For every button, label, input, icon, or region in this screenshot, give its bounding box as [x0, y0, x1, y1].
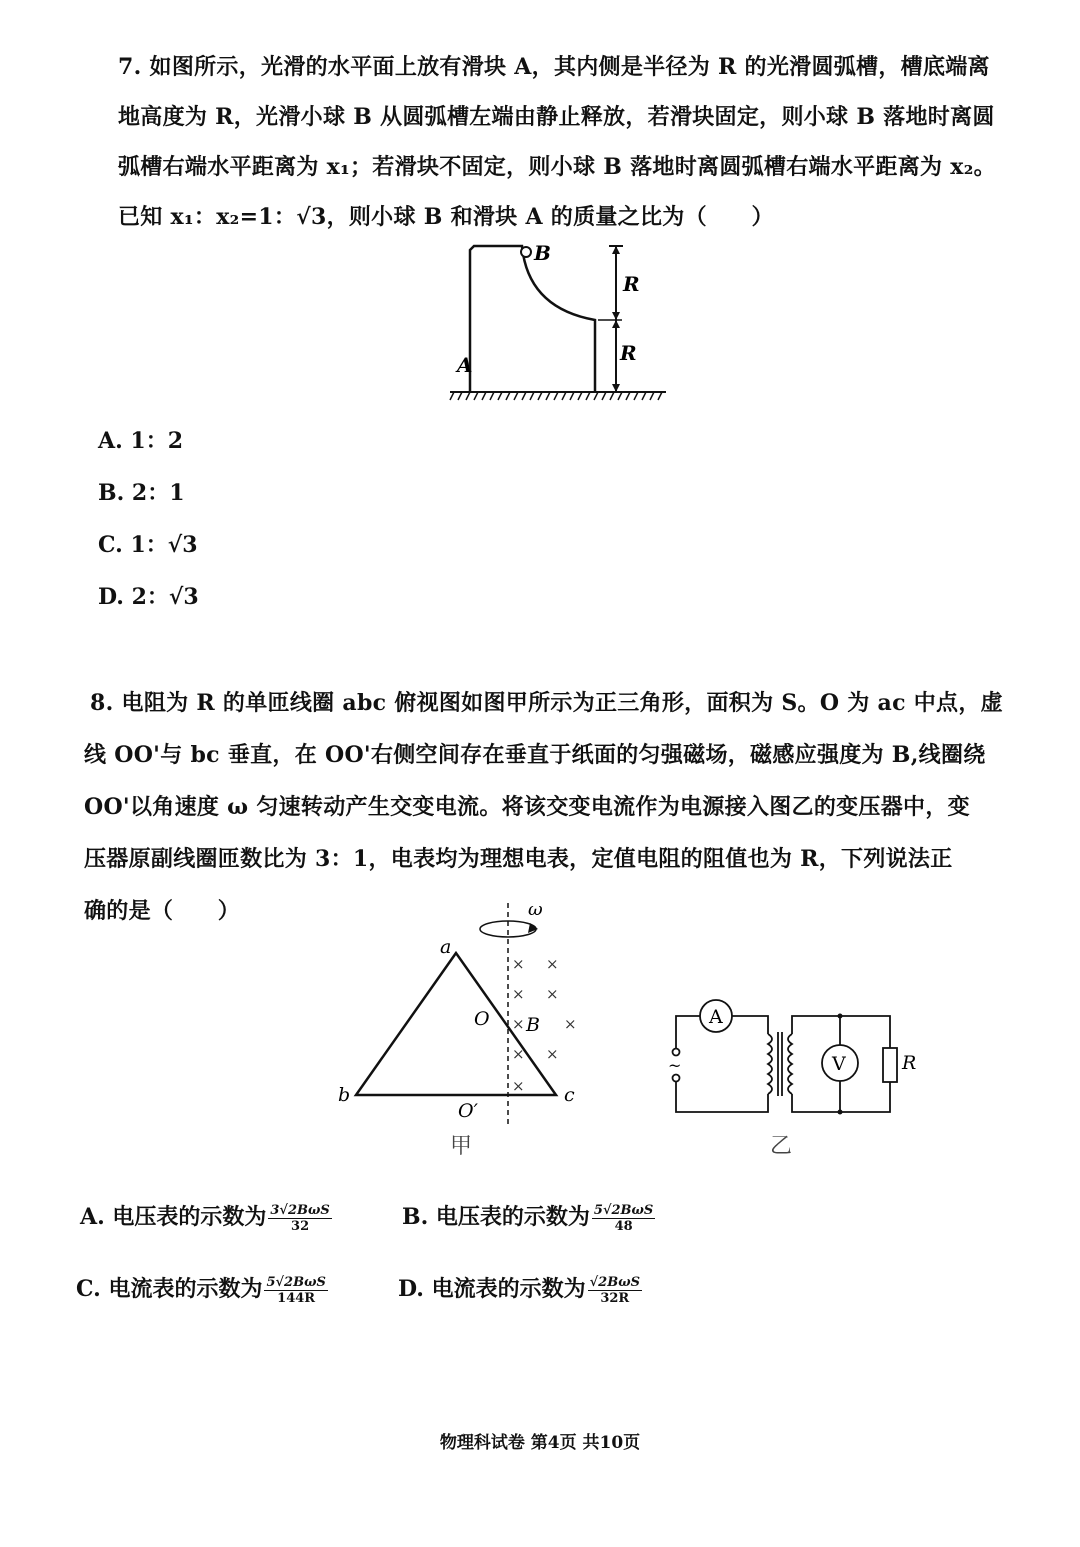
q7-option-d: D. 2：√3 [98, 584, 199, 610]
label-voltmeter: V [832, 1053, 846, 1075]
label-a: A [457, 353, 473, 377]
field-mark: × [512, 1045, 525, 1063]
q8-option-b [402, 1200, 655, 1234]
label-b: B [534, 241, 551, 265]
q7-line-4: 已知 x₁：x₂=1：√3，则小球 B 和滑块 A 的质量之比为（ ） [118, 204, 774, 230]
slider-a-body [470, 246, 595, 392]
option-d-fraction: $\frac{\text{√2BωS}}{32R}$ [589, 1274, 640, 1306]
label-omega: ω [528, 899, 543, 920]
option-c-text: C. 电流表的示数为 [76, 1276, 263, 1302]
label-r-top: R [623, 272, 640, 296]
q7-figure [440, 238, 680, 408]
q7-option-b: B. 2：1 [98, 480, 185, 506]
label-vertex-b: b [338, 1084, 351, 1106]
label-ammeter: A [709, 1006, 723, 1028]
field-mark: × [546, 985, 559, 1003]
q7-line-1: 7. 如图所示，光滑的水平面上放有滑块 A，其内侧是半径为 R 的光滑圆弧槽，槽底端离 [118, 54, 990, 80]
option-c-fraction: $\frac{\text{5√2BωS}}{144R}$ [266, 1274, 326, 1306]
label-o: O [474, 1008, 490, 1030]
q8-line-5: 确的是（ ） [84, 898, 241, 924]
q8-option-d [398, 1272, 642, 1306]
caption-yi: 乙 [770, 1134, 793, 1159]
q7-option-c: C. 1：√3 [98, 532, 198, 558]
label-o-prime: O′ [458, 1100, 478, 1122]
q8-option-c [76, 1272, 328, 1306]
option-d-text: D. 电流表的示数为 [398, 1276, 586, 1302]
q8-line-2: 线 OO'与 bc 垂直，在 OO'右侧空间存在垂直于纸面的匀强磁场，磁感应强度为 B,线圈绕 [84, 742, 986, 768]
label-vertex-c: c [564, 1084, 575, 1106]
option-a-text: A. 电压表的示数为 [80, 1204, 267, 1230]
field-mark: × [546, 955, 559, 973]
q8-figure-yi [660, 990, 917, 1160]
q8-line-4: 压器原副线圈匝数比为 3：1，电表均为理想电表，定值电阻的阻值也为 R，下列说法正 [84, 846, 953, 872]
label-vertex-a: a [440, 936, 452, 958]
q8-option-a [80, 1200, 332, 1234]
label-resistor: R [902, 1052, 917, 1074]
caption-jia: 甲 [450, 1134, 473, 1159]
q7-line-3: 弧槽右端水平距离为 x₁；若滑块不固定，则小球 B 落地时离圆弧槽右端水平距离为 x₂。 [118, 154, 996, 180]
field-mark: × [512, 1077, 525, 1095]
q8-line-3: OO'以角速度 ω 匀速转动产生交变电流。将该交变电流作为电源接入图乙的变压器中，变 [84, 794, 970, 820]
q8-line-1: 8. 电阻为 R 的单匝线圈 abc 俯视图如图甲所示为正三角形，面积为 S。O 为 ac 中点，虚 [90, 690, 1003, 716]
q7-option-a: A. 1：2 [98, 428, 184, 454]
ball-b [521, 247, 531, 257]
label-r-bottom: R [620, 341, 637, 365]
option-b-text: B. 电压表的示数为 [402, 1204, 590, 1230]
field-mark: × [546, 1045, 559, 1063]
q8-figure-jia [320, 895, 600, 1165]
ac-source-icon: ~ [668, 1056, 682, 1075]
option-a-fraction: $\frac{\text{3√2BωS}}{32}$ [270, 1202, 330, 1234]
field-mark: × [564, 1015, 577, 1033]
q7-line-2: 地高度为 R，光滑小球 B 从圆弧槽左端由静止释放，若滑块固定，则小球 B 落地时离圆 [118, 104, 995, 130]
page-footer: 物理科试卷 第4页 共10页 [439, 1433, 641, 1453]
field-mark: × [512, 955, 525, 973]
label-b-field: B [526, 1014, 540, 1036]
option-b-fraction: $\frac{\text{5√2BωS}}{48}$ [593, 1202, 654, 1234]
field-mark: × [512, 1015, 525, 1033]
field-mark: × [512, 985, 525, 1003]
